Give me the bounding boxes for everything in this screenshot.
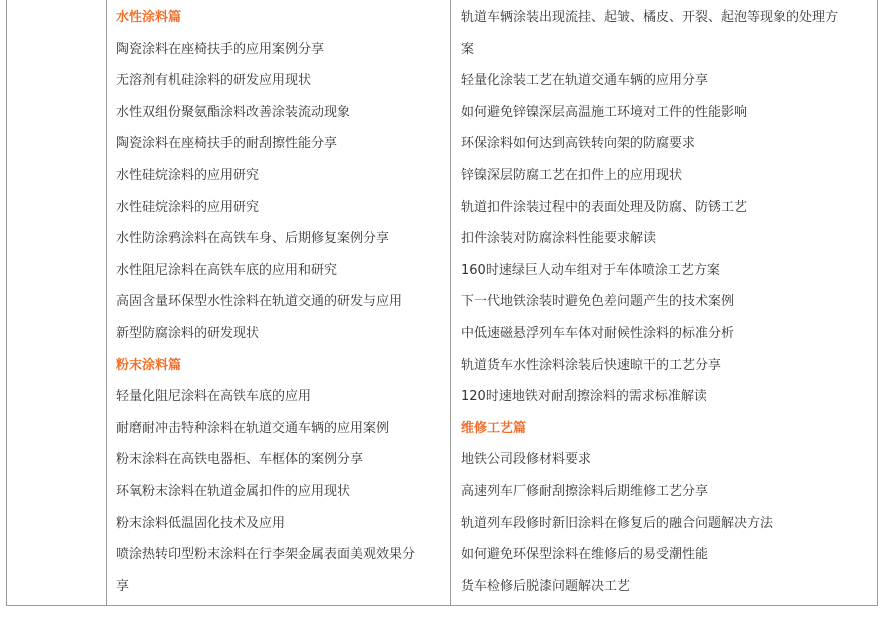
list-item: 环保涂料如何达到高铁转向架的防腐要求	[461, 136, 696, 152]
list-item: 耐磨耐冲击特种涂料在轨道交通车辆的应用案例	[116, 420, 390, 436]
list-item: 粉末涂料在高铁电器柜、车框体的案例分享	[116, 452, 364, 468]
list-item-wrapped-line-2: 享	[116, 578, 130, 594]
list-item: 120时速地铁对耐刮擦涂料的需求标准解读	[461, 389, 707, 405]
list-item: 陶瓷涂料在座椅扶手的耐刮擦性能分享	[116, 136, 338, 152]
list-item: 160时速绿巨人动车组对于车体喷涂工艺方案	[461, 262, 720, 278]
list-item: 水性阻尼涂料在高铁车底的应用和研究	[116, 262, 338, 278]
list-item-wrapped-line-2: 案	[461, 41, 475, 57]
list-item: 中低速磁悬浮列车车体对耐候性涂料的标准分析	[461, 325, 735, 341]
list-item: 轨道列车段修时新旧涂料在修复后的融合问题解决方法	[461, 515, 774, 531]
list-item: 如何避免环保型涂料在维修后的易受潮性能	[461, 547, 709, 563]
list-item: 下一代地铁涂装时避免色差问题产生的技术案例	[461, 294, 735, 310]
list-item: 轨道扣件涂装过程中的表面处理及防腐、防锈工艺	[461, 199, 748, 215]
list-item: 水性硅烷涂料的应用研究	[116, 167, 260, 183]
list-item-wrapped-line-1: 喷涂热转印型粉末涂料在行李架金属表面美观效果分	[116, 547, 416, 563]
list-item: 如何避免锌镍深层高温施工环境对工件的性能影响	[461, 104, 748, 120]
section-heading-waterborne: 水性涂料篇	[116, 10, 182, 25]
list-item: 锌镍深层防腐工艺在扣件上的应用现状	[461, 167, 683, 183]
section-heading-powder: 粉末涂料篇	[116, 357, 182, 373]
list-item: 高固含量环保型水性涂料在轨道交通的研发与应用	[116, 294, 403, 310]
left-column	[116, 2, 446, 602]
list-item: 货车检修后脱漆问题解决工艺	[461, 578, 631, 594]
list-item: 水性防涂鸦涂料在高铁车身、后期修复案例分享	[116, 231, 390, 247]
list-item: 轨道货车水性涂料涂装后快速晾干的工艺分享	[461, 357, 722, 373]
section-heading-repair: 维修工艺篇	[461, 420, 527, 436]
list-item: 环氧粉末涂料在轨道金属扣件的应用现状	[116, 483, 351, 499]
list-item: 高速列车厂修耐刮擦涂料后期维修工艺分享	[461, 483, 709, 499]
list-item: 陶瓷涂料在座椅扶手的应用案例分享	[116, 41, 325, 57]
column-divider-left	[106, 0, 107, 605]
list-item: 扣件涂装对防腐涂料性能要求解读	[461, 231, 657, 247]
list-item: 轻量化阻尼涂料在高铁车底的应用	[116, 389, 312, 405]
column-divider-middle	[450, 0, 451, 605]
list-item: 轻量化涂装工艺在轨道交通车辆的应用分享	[461, 73, 709, 89]
list-item: 水性硅烷涂料的应用研究	[116, 199, 260, 215]
list-item: 地铁公司段修材料要求	[461, 452, 592, 468]
list-item-wrapped-line-1: 轨道车辆涂装出现流挂、起皱、橘皮、开裂、起泡等现象的处理方	[461, 10, 839, 25]
list-item: 水性双组份聚氨酯涂料改善涂装流动现象	[116, 104, 351, 120]
list-item: 无溶剂有机硅涂料的研发应用现状	[116, 73, 312, 89]
list-item: 粉末涂料低温固化技术及应用	[116, 515, 286, 531]
list-item: 新型防腐涂料的研发现状	[116, 325, 260, 341]
right-column	[461, 2, 873, 602]
